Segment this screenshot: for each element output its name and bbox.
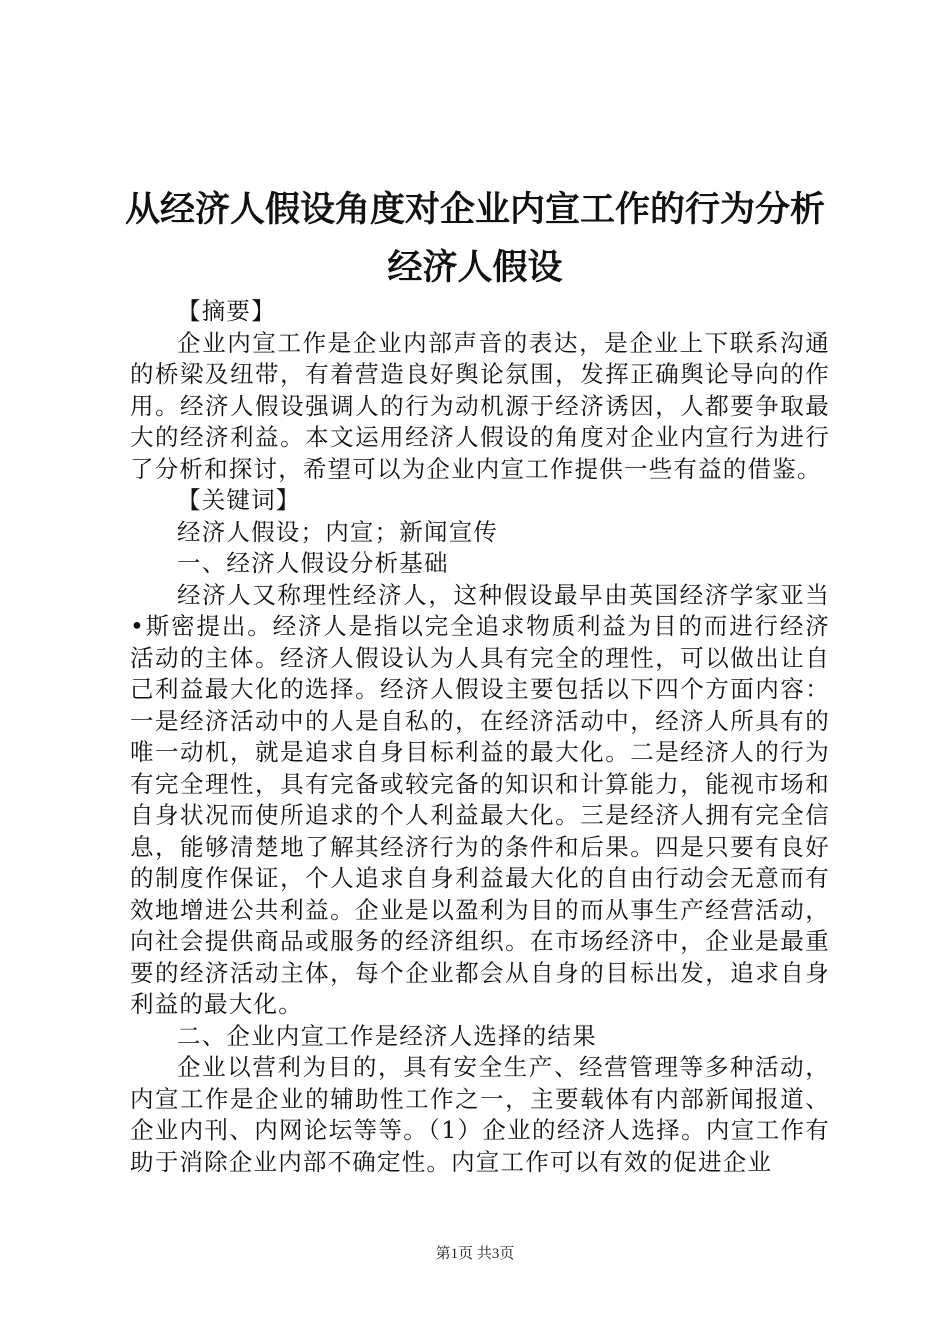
section-heading-1: 一、经济人假设分析基础 [177,549,449,577]
document-body [130,296,830,1178]
section-heading-2: 二、企业内宣工作是经济人选择的结果 [177,1021,597,1050]
section-1-paragraph: 经济人又称理性经济人，这种假设最早由英国经济学家亚当•斯密提出。经济人是指以完全追求物质利益为目的而进行经济活动的主体。经济人假设认为人具有完全的理性，可以做出让自己利益最大化的选择。经济人假设主要包括以下四个方面内容：一是经济活动中的人是自私的，在经济活动中，经济人所具有的唯一动机，就是追求自身目标利益的最大化。二是经济人的行为有完全理性，具有完备或较完备的知识和计算能力，能视市场和自身状况而使所追求的个人利益最大化。三是经济人拥有完全信息，能够清楚地了解其经济行为的条件和后果。四是只要有良好的制度作保证，个人追求自身利益最大化的自由行动会无意而有效地增进公共利益。企业是以盈利为目的而从事生产经营活动，向社会提供商品或服务的经济组织。在市场经济中，企业是最重要的经济活动主体，每个企业都会从自身的目标出发，追求自身利益的最大化。 [130,580,830,1018]
keywords-heading: 【关键词】 [177,486,301,514]
page-footer: 第1页 共3页 [435,1246,515,1262]
keywords-paragraph: 经济人假设；内宣；新闻宣传 [177,517,499,546]
document-subtitle: 经济人假设 [387,247,563,288]
abstract-paragraph: 企业内宣工作是企业内部声音的表达，是企业上下联系沟通的桥梁及纽带，有着营造良好舆论氛围，发挥正确舆论导向的作用。经济人假设强调人的行为动机源于经济诱因，人都要争取最大的经济利益。本文运用经济人假设的角度对企业内宣行为进行了分析和探讨，希望可以为企业内宣工作提供一些有益的借鉴。 [130,328,830,483]
document-title: 从经济人假设角度对企业内宣工作的行为分析 [124,189,825,230]
section-2-paragraph: 企业以营利为目的，具有安全生产、经营管理等多种活动，内宣工作是企业的辅助性工作之一，主要载体有内部新闻报道、企业内刊、内网论坛等等。（1）企业的经济人选择。内宣工作有助于消除企业内部不确定性。内宣工作可以有效的促进企业 [130,1053,830,1176]
abstract-heading: 【摘要】 [177,297,276,325]
